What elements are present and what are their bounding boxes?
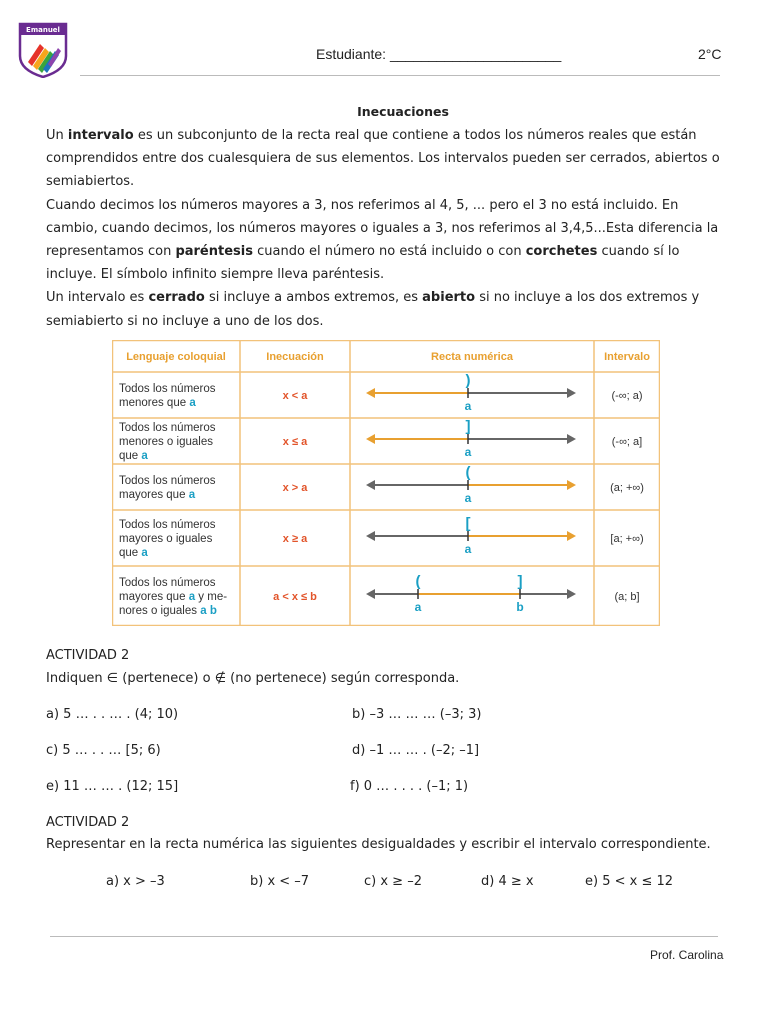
activity2-instruction: Representar en la recta numérica las siguientes desigualdades y escribir el intervalo correspondiente. bbox=[46, 837, 711, 852]
colloquial-text: Todos los números bbox=[119, 577, 216, 589]
bracket: [ bbox=[465, 515, 471, 532]
inequation: x ≤ a bbox=[282, 436, 308, 448]
interval-notation: (-∞; a] bbox=[611, 436, 643, 448]
interval-table bbox=[112, 340, 660, 626]
table-header: Recta numérica bbox=[431, 351, 513, 363]
exercise-f: f) 0 … . . . . (–1; 1) bbox=[350, 779, 469, 794]
colloquial-text: menores o iguales bbox=[119, 436, 213, 448]
page-title: Inecuaciones bbox=[357, 104, 449, 119]
inequality-c: c) x ≥ –2 bbox=[364, 874, 422, 889]
inequality-d: d) 4 ≥ x bbox=[481, 874, 534, 889]
exercise-a: a) 5 … . . … . (4; 10) bbox=[46, 707, 179, 722]
inequation: x > a bbox=[282, 482, 308, 494]
exercise-e: e) 11 … … . (12; 15] bbox=[46, 779, 179, 794]
activity1-instruction: Indiquen ∈ (pertenece) o ∉ (no pertenece) según corresponda. bbox=[46, 671, 460, 686]
interval-notation: (a; +∞) bbox=[610, 482, 644, 494]
bracket: ) bbox=[465, 372, 471, 389]
exercise-d: d) –1 … … . (–2; –1] bbox=[352, 743, 480, 758]
bold-term: corchetes bbox=[525, 244, 598, 260]
colloquial-text: nores o iguales a b bbox=[119, 605, 217, 617]
point-label: b bbox=[516, 600, 524, 614]
inequality-e: e) 5 < x ≤ 12 bbox=[585, 874, 674, 889]
intro-text bbox=[46, 124, 726, 333]
point-label: a bbox=[464, 399, 472, 413]
interval-notation: [a; +∞) bbox=[610, 533, 644, 545]
activity1-heading: ACTIVIDAD 2 bbox=[46, 648, 130, 663]
colloquial-text: mayores que a y me- bbox=[119, 591, 228, 603]
inequality-a: a) x > –3 bbox=[106, 874, 165, 889]
point-label: a bbox=[464, 542, 472, 556]
table-header: Intervalo bbox=[604, 351, 650, 363]
bold-term: intervalo bbox=[67, 128, 134, 143]
bracket: ( bbox=[465, 464, 471, 481]
activity2-heading: ACTIVIDAD 2 bbox=[46, 815, 130, 830]
colloquial-text: mayores o iguales bbox=[119, 533, 213, 545]
colloquial-text: mayores que a bbox=[119, 489, 196, 501]
colloquial-text: Todos los números bbox=[119, 383, 216, 395]
bold-term: abierto bbox=[422, 290, 476, 306]
bold-term: paréntesis bbox=[175, 244, 253, 260]
svg-text:Emanuel: Emanuel bbox=[26, 26, 60, 34]
paragraph: Un intervalo es un subconjunto de la recta real que contiene a todos los números reales que están comprendidos entre dos cualesquiera de sus elementos. Los intervalos pueden ser cerrados, abiertos o semiabiertos. bbox=[46, 128, 720, 190]
inequation: x < a bbox=[282, 390, 308, 402]
exercise-c: c) 5 … . . … [5; 6) bbox=[46, 743, 161, 758]
inequation: a < x ≤ b bbox=[273, 591, 317, 603]
teacher-name: Prof. Carolina bbox=[650, 948, 724, 962]
inequation: x ≥ a bbox=[282, 533, 308, 545]
paragraph: Cuando decimos los números mayores a 3, nos referimos al 4, 5, ... pero el 3 no está incluido. En cambio, cuando decimos, los números mayores o iguales a 3, nos referimos al 3,4,5...Esta diferencia la representamos con paréntesis cuando el número no está incluido o con corchetes cuando sí lo incluye. El símbolo infinito siempre lleva paréntesis. bbox=[46, 197, 719, 283]
point-label: a bbox=[464, 491, 472, 505]
interval-notation: (-∞; a) bbox=[611, 390, 643, 402]
exercise-b: b) –3 … … … (–3; 3) bbox=[352, 707, 482, 722]
grade-label: 2°C bbox=[698, 46, 722, 62]
colloquial-text: que a bbox=[119, 547, 148, 559]
point-label: a bbox=[414, 600, 422, 614]
table-header: Lenguaje coloquial bbox=[126, 351, 226, 363]
header-divider bbox=[80, 75, 720, 76]
bracket: ] bbox=[465, 418, 471, 435]
colloquial-text: Todos los números bbox=[119, 422, 216, 434]
interval-notation: (a; b] bbox=[614, 591, 640, 603]
bracket: ] bbox=[517, 573, 523, 590]
bracket: ( bbox=[415, 573, 421, 590]
colloquial-text: menores que a bbox=[119, 397, 196, 409]
point-label: a bbox=[464, 445, 472, 459]
colloquial-text: Todos los números bbox=[119, 519, 216, 531]
footer-divider bbox=[50, 936, 718, 937]
colloquial-text: Todos los números bbox=[119, 475, 216, 487]
student-name-field[interactable]: Estudiante: ______________________ bbox=[316, 46, 562, 62]
paragraph: Un intervalo es cerrado si incluye a ambos extremos, es abierto si no incluye a los dos extremos y semiabierto si no incluye a uno de los dos. bbox=[46, 290, 700, 329]
table-header: Inecuación bbox=[266, 351, 324, 363]
bold-term: cerrado bbox=[148, 290, 205, 306]
school-logo bbox=[18, 22, 68, 78]
colloquial-text: que a bbox=[119, 450, 148, 462]
inequality-b: b) x < –7 bbox=[250, 874, 310, 889]
